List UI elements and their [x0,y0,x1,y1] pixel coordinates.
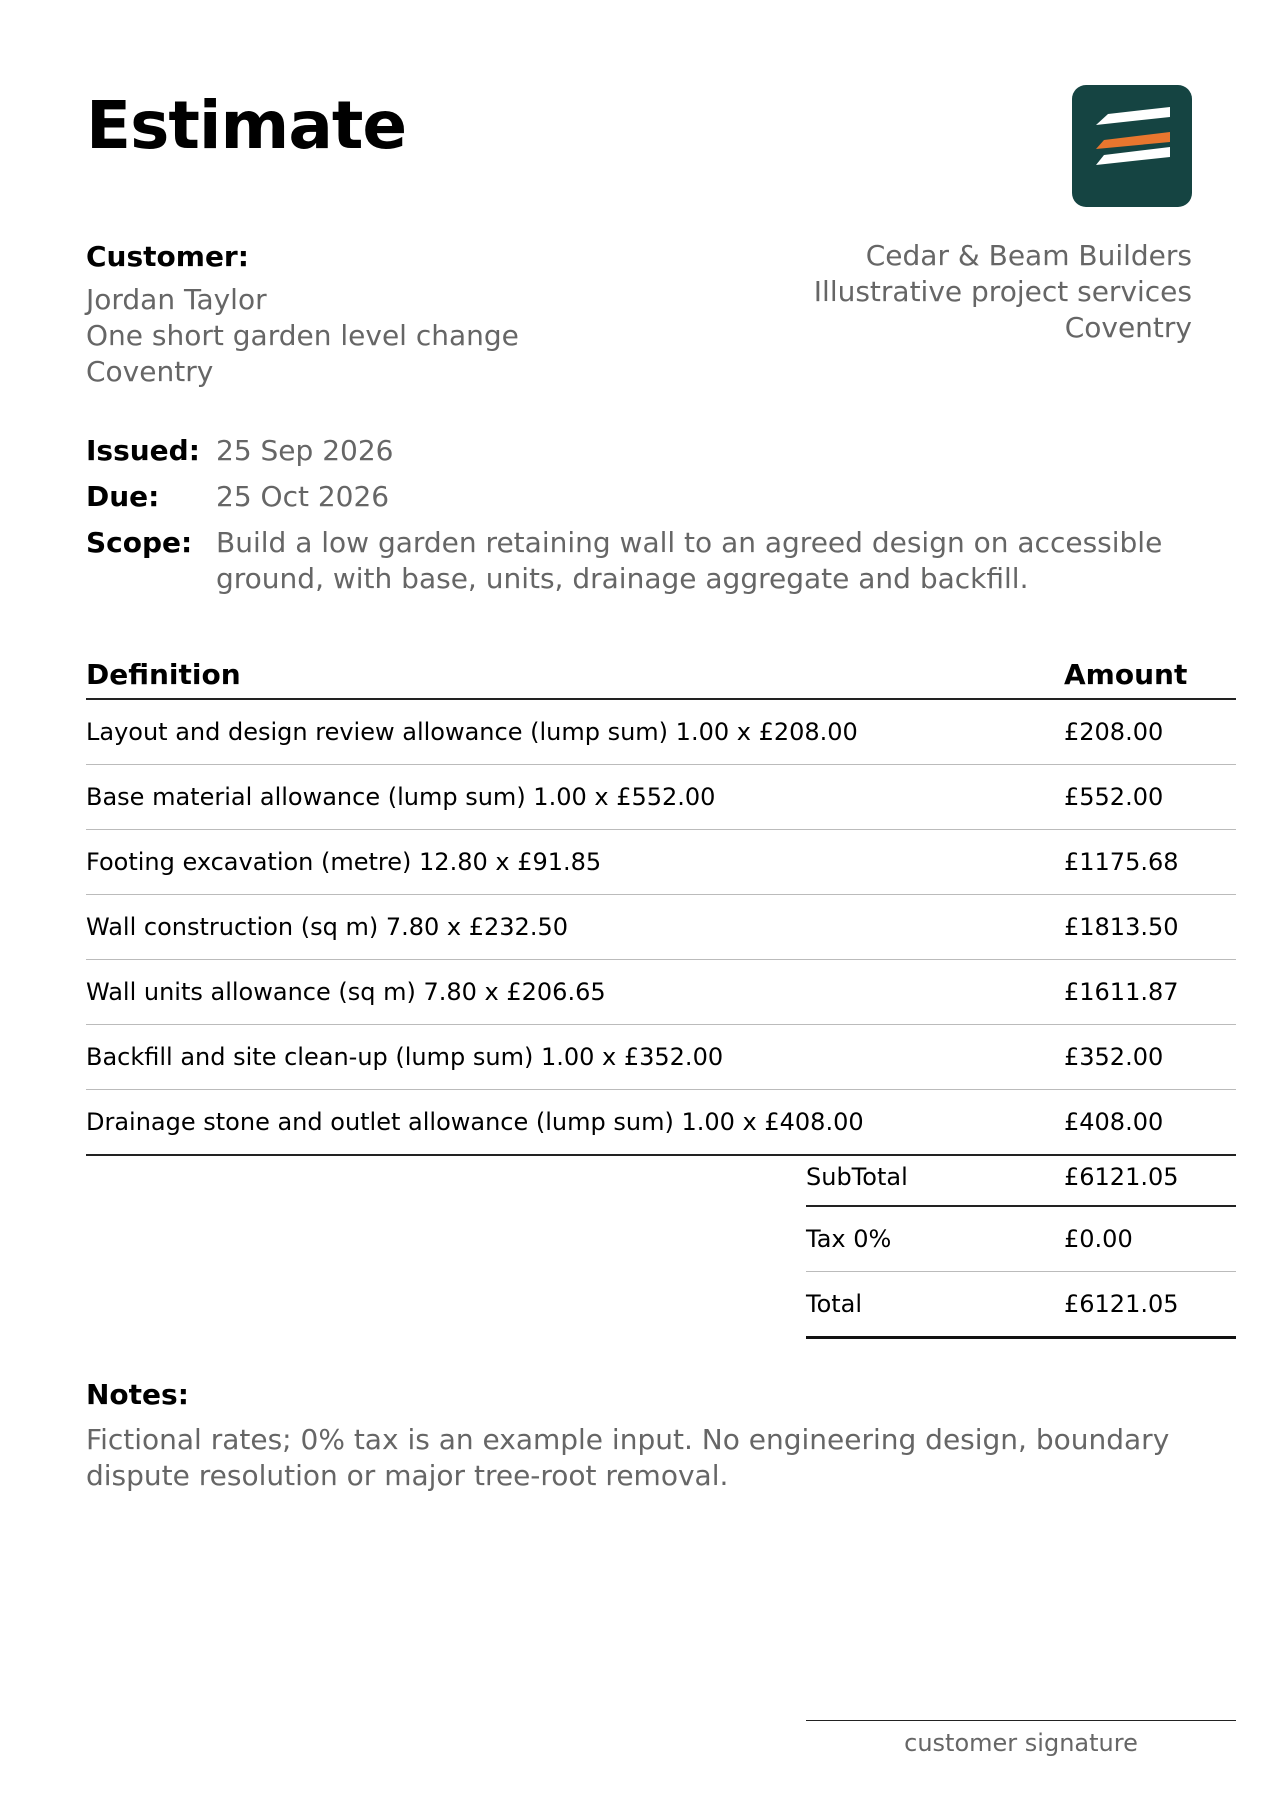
issued-row [86,433,1186,479]
subtotal-value: £6121.05 [1064,1163,1179,1191]
table-header-row [86,650,1236,699]
scope-text: Build a low garden retaining wall to an agreed design on accessible ground, with base, units, drainage aggregate and backfill. [216,526,1163,595]
subtotal-row [806,1149,1236,1207]
business-block [814,238,1192,346]
row-definition: Layout and design review allowance (lump sum) 1.00 x £208.00 [86,699,1064,765]
row-definition: Wall units allowance (sq m) 7.80 x £206.65 [86,960,1064,1025]
notes-block [86,1376,1206,1494]
scope-row [86,525,1186,597]
row-definition: Wall construction (sq m) 7.80 x £232.50 [86,895,1064,960]
business-tagline: Illustrative project services [813,275,1192,308]
row-amount: £1611.87 [1064,960,1236,1025]
row-amount: £1813.50 [1064,895,1236,960]
company-logo [1072,85,1192,207]
issued-label: Issued: [86,434,200,467]
document-title: Estimate [86,87,407,164]
table-row [86,1090,1236,1156]
layered-stack-icon [1072,85,1192,207]
due-label: Due: [86,480,160,513]
estimate-meta [86,433,1186,597]
customer-heading: Customer: [86,240,249,273]
table-row [86,1025,1236,1090]
table-row [86,765,1236,830]
customer-project: One short garden level change [86,319,519,352]
row-amount: £552.00 [1064,765,1236,830]
tax-row [806,1207,1236,1272]
table-row [86,830,1236,895]
row-definition: Drainage stone and outlet allowance (lump sum) 1.00 x £408.00 [86,1090,1064,1156]
row-definition: Backfill and site clean-up (lump sum) 1.00 x £352.00 [86,1025,1064,1090]
row-definition: Base material allowance (lump sum) 1.00 x £552.00 [86,765,1064,830]
notes-heading: Notes: [86,1378,189,1411]
definition-header: Definition [86,650,1064,699]
total-label: Total [806,1290,863,1318]
row-amount: £408.00 [1064,1090,1236,1156]
total-value: £6121.05 [1064,1290,1179,1318]
signature-line[interactable] [806,1720,1236,1757]
business-name: Cedar & Beam Builders [865,239,1192,272]
amount-header: Amount [1064,650,1236,699]
line-items-table [86,650,1236,1156]
table-row [86,895,1236,960]
row-amount: £352.00 [1064,1025,1236,1090]
scope-label: Scope: [86,526,193,559]
business-city: Coventry [1064,311,1192,344]
subtotal-label: SubTotal [806,1163,908,1191]
customer-city: Coventry [86,355,214,388]
due-date: 25 Oct 2026 [216,480,390,513]
row-amount: £208.00 [1064,699,1236,765]
table-row [86,960,1236,1025]
total-row [806,1272,1236,1339]
row-definition: Footing excavation (metre) 12.80 x £91.85 [86,830,1064,895]
signature-label: customer signature [904,1729,1138,1757]
issued-date: 25 Sep 2026 [216,434,394,467]
tax-label: Tax 0% [806,1225,892,1253]
tax-value: £0.00 [1064,1225,1133,1253]
customer-name: Jordan Taylor [86,283,267,316]
due-row [86,479,1186,525]
row-amount: £1175.68 [1064,830,1236,895]
totals-block [806,1149,1236,1339]
customer-block [86,238,519,390]
notes-text: Fictional rates; 0% tax is an example input. No engineering design, boundary dispute resolution or major tree-root removal. [86,1423,1170,1492]
table-row [86,699,1236,765]
